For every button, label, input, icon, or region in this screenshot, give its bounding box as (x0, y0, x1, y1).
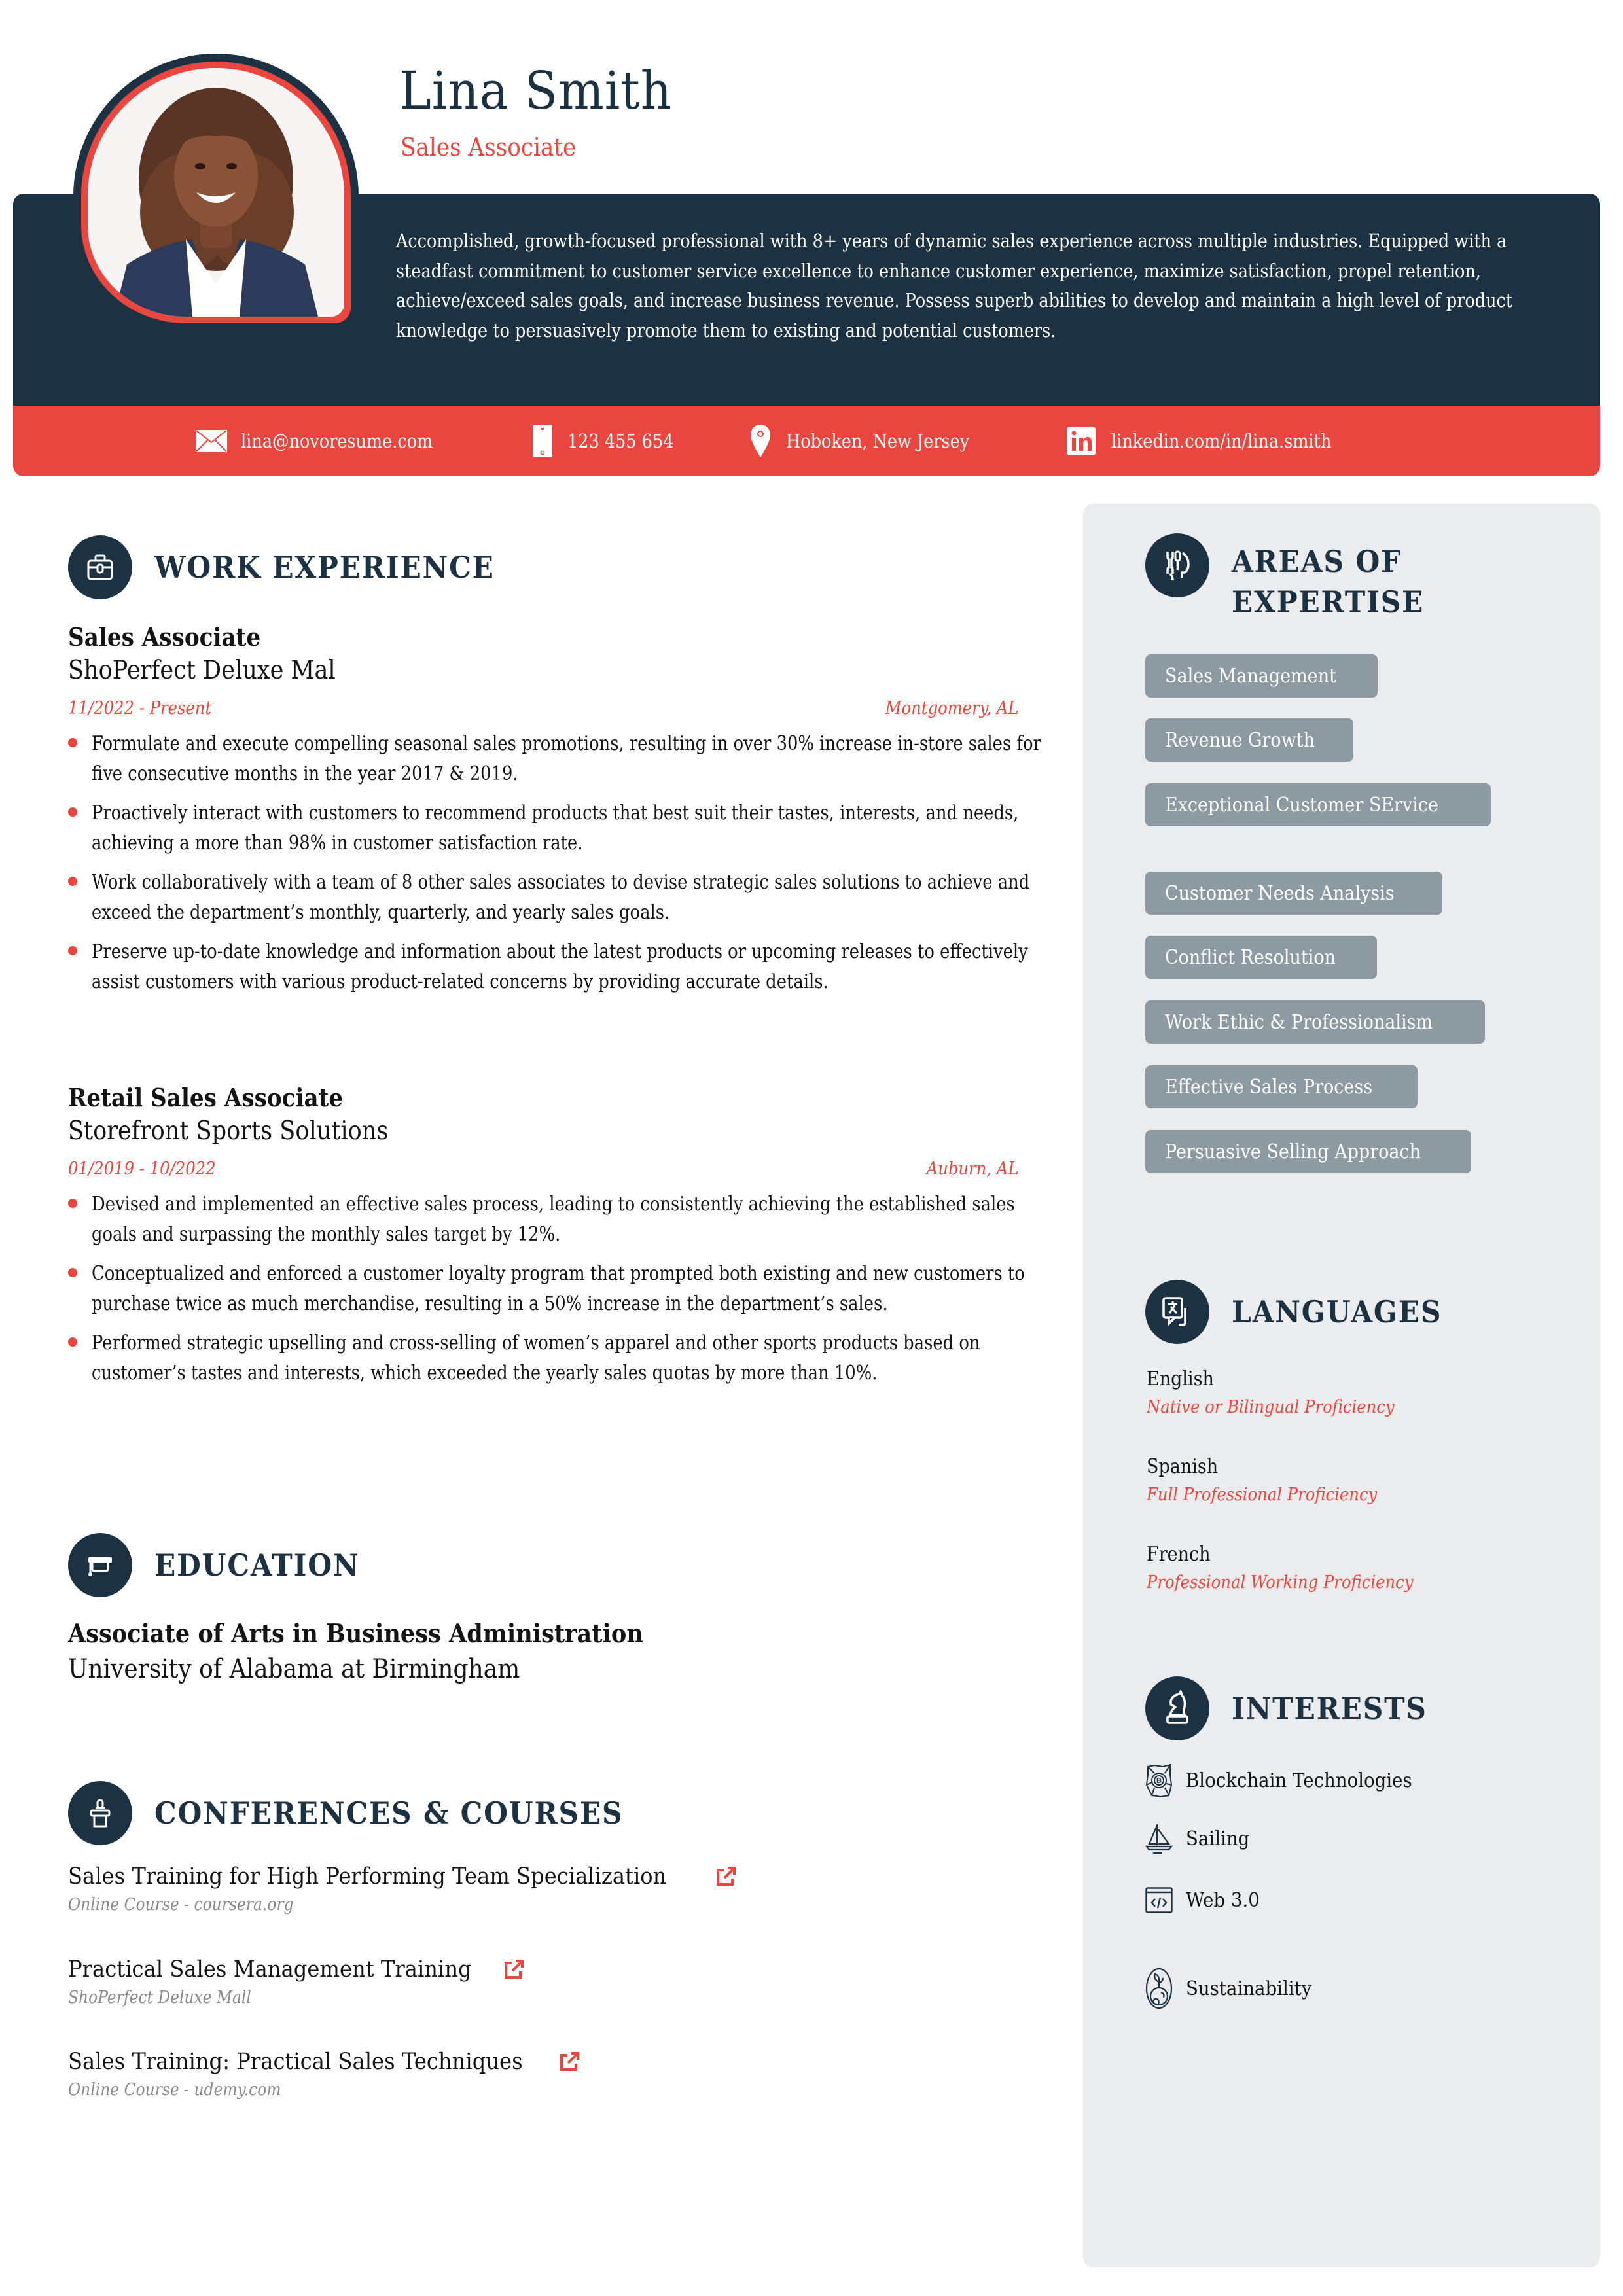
language-level: Full Professional Proficiency (1147, 1485, 1378, 1505)
sailboat-icon (1145, 1823, 1173, 1854)
contact-email[interactable] (195, 425, 459, 457)
contact-location[interactable] (749, 425, 994, 457)
language-name: French (1147, 1543, 1211, 1566)
expertise-tag: Sales Management (1145, 654, 1378, 698)
contact-linkedin[interactable] (1067, 425, 1361, 457)
bullet-item: Proactively interact with customers to recommend products that best suit their tastes, interests, and needs, achieving a more than 98% in customer satisfaction rate. (68, 798, 1063, 858)
bullet-item: Devised and implemented an effective sales process, leading to consistently achieving the established sales goals and surpassing the monthly sales target by 12%. (68, 1190, 1063, 1249)
bullet-item: Conceptualized and enforced a customer loyalty program that prompted both existing and new customers to purchase twice as much merchandise, resulting in a 50% increase in the department’s sales. (68, 1259, 1063, 1318)
phone-icon (532, 425, 553, 457)
expertise-tag: Revenue Growth (1145, 718, 1353, 762)
location-text: Hoboken, New Jersey (786, 430, 970, 452)
interest-label: Web 3.0 (1186, 1888, 1260, 1912)
course-provider: ShoPerfect Deluxe Mall (68, 1988, 251, 2007)
bullet-item: Work collaboratively with a team of 8 other sales associates to devise strategic sales solutions to achieve and exceed the department’s monthly, quarterly, and yearly sales goals. (68, 868, 1063, 927)
section-title: WORK EXPERIENCE (154, 550, 495, 585)
interest-item (1145, 1887, 1266, 1913)
section-interests (1145, 1676, 1444, 1740)
degree: Associate of Arts in Business Administration (68, 1619, 643, 1649)
job-company: ShoPerfect Deluxe Mal (68, 656, 336, 685)
contact-bar (13, 406, 1600, 476)
bullet-item: Preserve up-to-date knowledge and information about the latest products or upcoming releases to effectively assist customers with various product-related concerns by providing accurate details. (68, 937, 1063, 997)
envelope-icon (195, 429, 228, 453)
job-bullets (68, 729, 1041, 997)
tools-head-icon (1145, 533, 1209, 597)
external-link-icon[interactable] (715, 1865, 737, 1888)
bullet-item: Performed strategic upselling and cross-selling of women’s apparel and other sports products based on customer’s tastes and interests, which exceeded the yearly sales quotas by more than 10%. (68, 1328, 1063, 1388)
course-title[interactable]: Sales Training: Practical Sales Techniques (68, 2049, 580, 2075)
section-title: AREAS OF EXPERTISE (1232, 544, 1425, 620)
expertise-tag: Exceptional Customer SErvice (1145, 783, 1491, 826)
section-expertise (1145, 533, 1441, 622)
podium-icon (68, 1781, 132, 1845)
language-name: Spanish (1147, 1455, 1219, 1478)
interest-label: Sustainability (1186, 1977, 1312, 2000)
interest-label: Sailing (1186, 1827, 1250, 1850)
section-work-experience (68, 535, 524, 599)
graduation-cap-icon (68, 1533, 132, 1597)
language-level: Native or Bilingual Proficiency (1147, 1397, 1395, 1417)
job-company: Storefront Sports Solutions (68, 1116, 389, 1146)
code-window-icon (1145, 1887, 1173, 1913)
job-role: Retail Sales Associate (68, 1083, 344, 1112)
profile-photo-frame (73, 54, 359, 331)
course-provider: Online Course - coursera.org (68, 1895, 294, 1915)
interest-item (1145, 1968, 1323, 2009)
expertise-tag: Persuasive Selling Approach (1145, 1130, 1471, 1173)
interest-label: Blockchain Technologies (1186, 1769, 1412, 1792)
section-title: LANGUAGES (1232, 1294, 1442, 1330)
job-dates: 01/2019 - 10/2022 (68, 1159, 216, 1179)
section-title: INTERESTS (1232, 1691, 1427, 1726)
course-provider: Online Course - udemy.com (68, 2080, 281, 2100)
photo-accent-ring (81, 62, 351, 323)
portrait-illustration (88, 68, 344, 317)
job-bullets (68, 1190, 1024, 1388)
job-location: Montgomery, AL (885, 698, 1018, 718)
candidate-title: Sales Associate (401, 133, 577, 162)
language-item (1147, 1543, 1443, 1593)
language-item (1147, 1368, 1422, 1417)
section-title: CONFERENCES & COURSES (154, 1795, 624, 1831)
course-item (68, 1863, 737, 1915)
language-item (1147, 1455, 1402, 1505)
job-role: Sales Associate (68, 622, 261, 652)
email-text: lina@novoresume.com (241, 430, 433, 452)
phone-text: 123 455 654 (567, 430, 674, 452)
svg-text:B: B (1156, 1776, 1162, 1785)
job-location: Auburn, AL (926, 1159, 1018, 1179)
interest-item (1145, 1763, 1432, 1798)
section-title: EDUCATION (154, 1547, 360, 1583)
section-education (68, 1533, 378, 1597)
location-pin-icon (749, 424, 772, 458)
school: University of Alabama at Birmingham (68, 1654, 520, 1684)
job-entry (68, 622, 1041, 1006)
course-item (68, 2049, 580, 2100)
expertise-tag: Work Ethic & Professionalism (1145, 1000, 1485, 1044)
external-link-icon[interactable] (558, 2051, 580, 2073)
translate-icon (1145, 1280, 1209, 1344)
course-item (68, 1956, 525, 2007)
briefcase-icon (68, 535, 132, 599)
bullet-item: Formulate and execute compelling seasonal sales promotions, resulting in over 30% increase in-store sales for five consecutive months in the year 2017 & 2019. (68, 729, 1063, 788)
globe-sprout-icon (1145, 1968, 1173, 2009)
job-entry (68, 1083, 1024, 1398)
linkedin-text: linkedin.com/in/lina.smith (1111, 430, 1332, 452)
language-level: Professional Working Proficiency (1147, 1572, 1414, 1593)
section-courses (68, 1781, 664, 1845)
language-name: English (1147, 1368, 1214, 1390)
expertise-tag: Customer Needs Analysis (1145, 872, 1442, 915)
chess-knight-icon (1145, 1676, 1209, 1740)
job-dates: 11/2022 - Present (68, 698, 212, 718)
education-entry (68, 1619, 1024, 1684)
section-languages (1145, 1280, 1460, 1344)
external-link-icon[interactable] (503, 1958, 525, 1981)
course-title[interactable]: Practical Sales Management Training (68, 1956, 525, 1983)
expertise-tag: Effective Sales Process (1145, 1065, 1418, 1108)
summary-text: Accomplished, growth-focused professional with 8+ years of dynamic sales experience across multiple industries. Equipped with a steadfast commitment to customer service excellence to enhance customer experience, maximize satisfaction, propel retention, achieve/exceed sales goals, and increase business revenue. Possess superb abilities to develop and maintain a high level of product knowledge to persuasively promote them to existing and potential customers. (396, 230, 1513, 342)
linkedin-icon (1067, 427, 1096, 455)
course-title[interactable]: Sales Training for High Performing Team Specialization (68, 1863, 737, 1890)
job-meta (68, 1159, 1018, 1179)
interest-item (1145, 1823, 1255, 1854)
expertise-tag: Conflict Resolution (1145, 936, 1377, 979)
blockchain-icon (1145, 1763, 1173, 1798)
candidate-name: Lina Smith (399, 60, 673, 121)
job-meta (68, 698, 1018, 718)
profile-photo (88, 68, 344, 317)
contact-phone[interactable] (532, 425, 688, 457)
